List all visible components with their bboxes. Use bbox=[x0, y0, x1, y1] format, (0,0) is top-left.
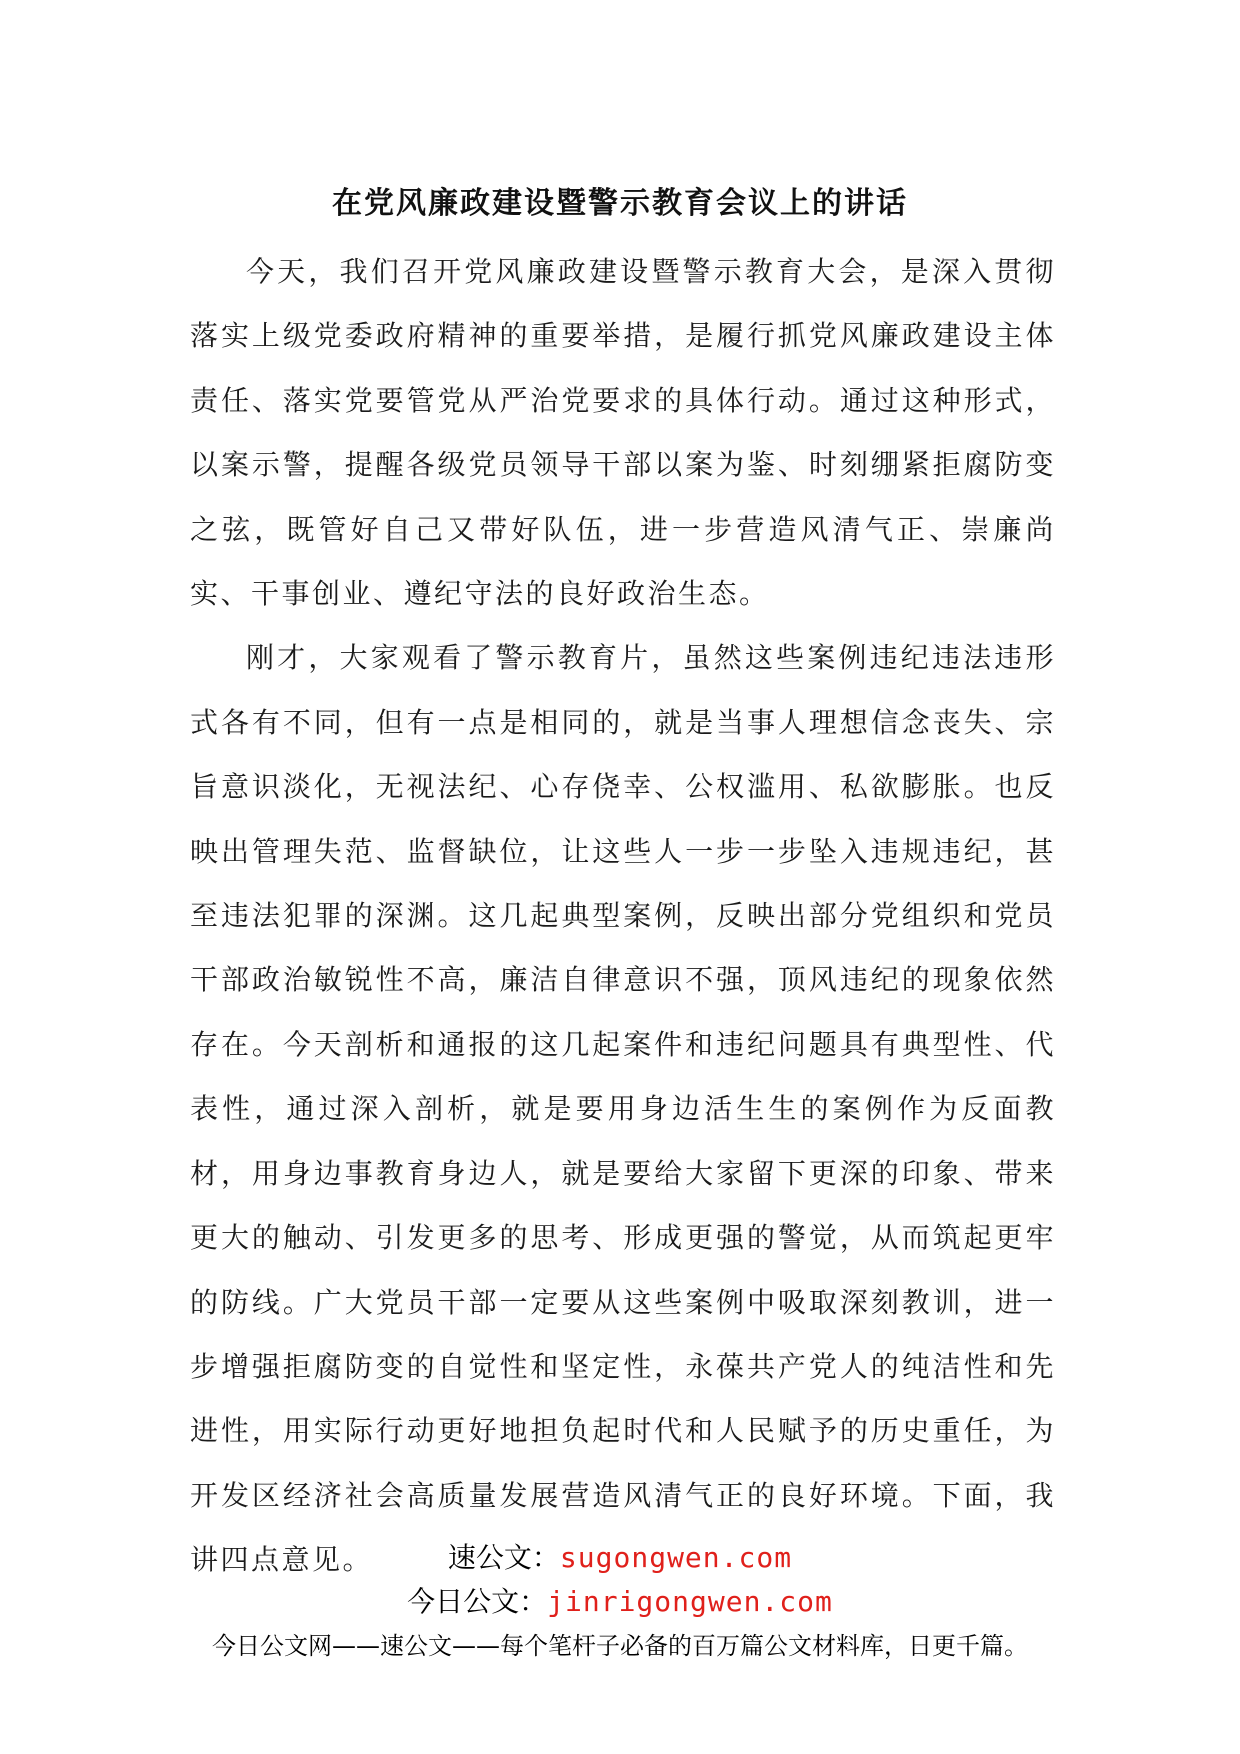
footer-jinrigongwen-link[interactable]: jinrigongwen.com bbox=[547, 1585, 833, 1618]
paragraph-1: 今天，我们召开党风廉政建设暨警示教育大会，是深入贯彻落实上级党委政府精神的重要举措，是履行抓党风廉政建设主体责任、落实党要管党从严治党要求的具体行动。通过这种形式，以案示警，提醒各级党员领导干部以案为鉴、时刻绷紧拒腐防变之弦，既管好自己又带好队伍，进一步营造风清气正、崇廉尚实、干事创业、遵纪守法的良好政治生态。 bbox=[190, 255, 1056, 611]
footer-sugongwen-label: 速公文： bbox=[447, 1541, 560, 1574]
footer-jinrigongwen bbox=[0, 1580, 1240, 1620]
footer-sugongwen-link[interactable]: sugongwen.com bbox=[559, 1541, 793, 1574]
footer-sugongwen bbox=[0, 1536, 1240, 1576]
document-body bbox=[190, 240, 1056, 1593]
footer-slogan: 今日公文网——速公文——每个笔杆子必备的百万篇公文材料库，日更千篇。 bbox=[212, 1632, 1028, 1660]
document-title: 在党风廉政建设暨警示教育会议上的讲话 bbox=[332, 186, 908, 221]
footer-jinrigongwen-label: 今日公文： bbox=[407, 1585, 548, 1618]
paragraph-2: 刚才，大家观看了警示教育片，虽然这些案例违纪违法违形式各有不同，但有一点是相同的，就是当事人理想信念丧失、宗旨意识淡化，无视法纪、心存侥幸、公权滥用、私欲膨胀。也反映出管理失范、监督缺位，让这些人一步一步坠入违规违纪，甚至违法犯罪的深渊。这几起典型案例，反映出部分党组织和党员干部政治敏锐性不高，廉洁自律意识不强，顶风违纪的现象依然存在。今天剖析和通报的这几起案件和违纪问题具有典型性、代表性，通过深入剖析，就是要用身边活生生的案例作为反面教材，用身边事教育身边人，就是要给大家留下更深的印象、带来更大的触动、引发更多的思考、形成更强的警觉，从而筑起更牢的防线。广大党员干部一定要从这些案例中吸取深刻教训，进一步增强拒腐防变的自觉性和坚定性，永葆共产党人的纯洁性和先进性，用实际行动更好地担负起时代和人民赋予的历史重任，为开发区经济社会高质量发展营造风清气正的良好环境。下面，我讲四点意见。 bbox=[190, 641, 1056, 1577]
